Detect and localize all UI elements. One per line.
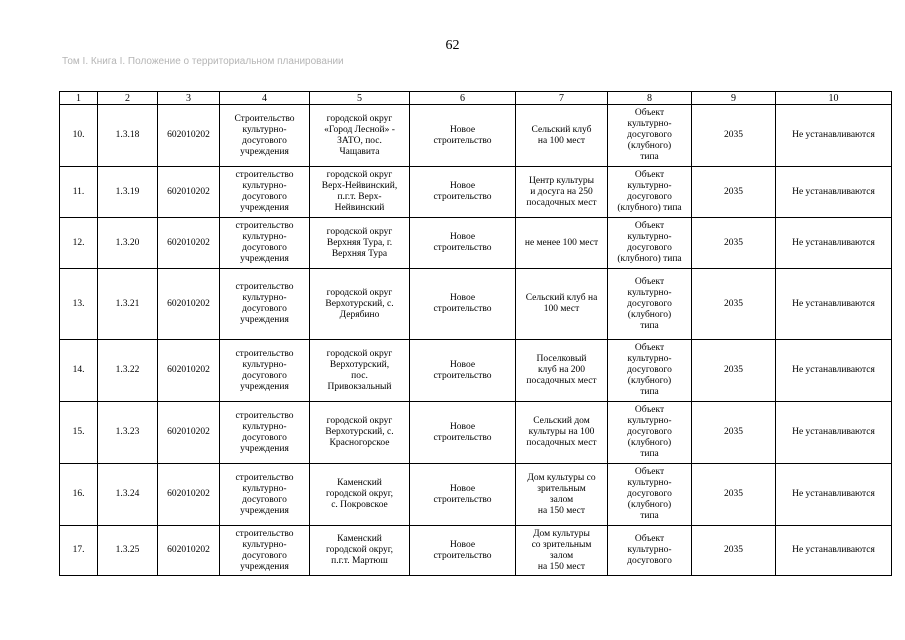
purpose-cell: строительство культурно- досугового учреждения: [220, 167, 310, 218]
table-row: [60, 402, 892, 464]
location-cell: городской округ «Город Лесной» - ЗАТО, пос. Чащавита: [310, 105, 410, 167]
object-type-cell: Объект культурно- досугового (клубного) типа: [608, 167, 692, 218]
year-cell: 2035: [692, 218, 776, 269]
classifier-cell: 602010202: [158, 526, 220, 576]
table-row: [60, 218, 892, 269]
year-cell: 2035: [692, 464, 776, 526]
year-cell: 2035: [692, 269, 776, 340]
table-row: [60, 340, 892, 402]
row-number-cell: 15.: [60, 402, 98, 464]
characteristics-cell: Поселковый клуб на 200 посадочных мест: [516, 340, 608, 402]
column-header: 5: [310, 92, 410, 105]
status-cell: Новое строительство: [410, 526, 516, 576]
location-cell: городской округ Верх-Нейвинский, п.г.т. Верх- Нейвинский: [310, 167, 410, 218]
year-cell: 2035: [692, 340, 776, 402]
characteristics-cell: не менее 100 мест: [516, 218, 608, 269]
classifier-cell: 602010202: [158, 105, 220, 167]
column-header: 7: [516, 92, 608, 105]
purpose-cell: Строительство культурно- досугового учреждения: [220, 105, 310, 167]
classifier-cell: 602010202: [158, 269, 220, 340]
running-header: Том I. Книга I. Положение о территориальном планировании: [62, 56, 344, 67]
table-row: [60, 105, 892, 167]
zones-cell: Не устанавливаются: [776, 167, 892, 218]
status-cell: Новое строительство: [410, 269, 516, 340]
row-number-cell: 17.: [60, 526, 98, 576]
location-cell: Каменский городской округ, с. Покровское: [310, 464, 410, 526]
code-cell: 1.3.21: [98, 269, 158, 340]
object-type-cell: Объект культурно- досугового (клубного) типа: [608, 340, 692, 402]
column-header: 2: [98, 92, 158, 105]
row-number-cell: 13.: [60, 269, 98, 340]
year-cell: 2035: [692, 402, 776, 464]
object-type-cell: Объект культурно- досугового (клубного) типа: [608, 464, 692, 526]
column-header: 1: [60, 92, 98, 105]
location-cell: Каменский городской округ, п.г.т. Мартюш: [310, 526, 410, 576]
code-cell: 1.3.25: [98, 526, 158, 576]
status-cell: Новое строительство: [410, 105, 516, 167]
table-row: [60, 269, 892, 340]
code-cell: 1.3.20: [98, 218, 158, 269]
row-number-cell: 16.: [60, 464, 98, 526]
table-row: [60, 464, 892, 526]
zones-cell: Не устанавливаются: [776, 340, 892, 402]
purpose-cell: строительство культурно- досугового учреждения: [220, 402, 310, 464]
table-row: [60, 526, 892, 576]
characteristics-cell: Дом культуры со зрительным залом на 150 мест: [516, 526, 608, 576]
row-number-cell: 12.: [60, 218, 98, 269]
object-type-cell: Объект культурно- досугового (клубного) типа: [608, 402, 692, 464]
classifier-cell: 602010202: [158, 167, 220, 218]
purpose-cell: строительство культурно- досугового учреждения: [220, 340, 310, 402]
code-cell: 1.3.22: [98, 340, 158, 402]
year-cell: 2035: [692, 105, 776, 167]
location-cell: городской округ Верхотурский, с. Дерябино: [310, 269, 410, 340]
characteristics-cell: Центр культуры и досуга на 250 посадочных мест: [516, 167, 608, 218]
zones-cell: Не устанавливаются: [776, 402, 892, 464]
location-cell: городской округ Верхотурский, пос. Привокзальный: [310, 340, 410, 402]
purpose-cell: строительство культурно- досугового учреждения: [220, 526, 310, 576]
purpose-cell: строительство культурно- досугового учреждения: [220, 464, 310, 526]
classifier-cell: 602010202: [158, 340, 220, 402]
characteristics-cell: Сельский клуб на 100 мест: [516, 105, 608, 167]
year-cell: 2035: [692, 526, 776, 576]
status-cell: Новое строительство: [410, 402, 516, 464]
object-type-cell: Объект культурно- досугового (клубного) типа: [608, 105, 692, 167]
characteristics-cell: Сельский клуб на 100 мест: [516, 269, 608, 340]
purpose-cell: строительство культурно- досугового учреждения: [220, 218, 310, 269]
characteristics-cell: Сельский дом культуры на 100 посадочных мест: [516, 402, 608, 464]
object-type-cell: Объект культурно- досугового: [608, 526, 692, 576]
status-cell: Новое строительство: [410, 340, 516, 402]
row-number-cell: 11.: [60, 167, 98, 218]
zones-cell: Не устанавливаются: [776, 464, 892, 526]
row-number-cell: 10.: [60, 105, 98, 167]
status-cell: Новое строительство: [410, 464, 516, 526]
column-header: 9: [692, 92, 776, 105]
code-cell: 1.3.18: [98, 105, 158, 167]
purpose-cell: строительство культурно- досугового учреждения: [220, 269, 310, 340]
zones-cell: Не устанавливаются: [776, 526, 892, 576]
column-header: 3: [158, 92, 220, 105]
characteristics-cell: Дом культуры со зрительным залом на 150 мест: [516, 464, 608, 526]
location-cell: городской округ Верхняя Тура, г. Верхняя Тура: [310, 218, 410, 269]
object-type-cell: Объект культурно- досугового (клубного) типа: [608, 218, 692, 269]
column-header: 4: [220, 92, 310, 105]
page-number: 62: [445, 38, 460, 53]
code-cell: 1.3.24: [98, 464, 158, 526]
classifier-cell: 602010202: [158, 402, 220, 464]
column-header: 6: [410, 92, 516, 105]
year-cell: 2035: [692, 167, 776, 218]
column-header: 10: [776, 92, 892, 105]
header-row: [60, 92, 892, 105]
classifier-cell: 602010202: [158, 464, 220, 526]
status-cell: Новое строительство: [410, 167, 516, 218]
table-row: [60, 167, 892, 218]
object-type-cell: Объект культурно- досугового (клубного) типа: [608, 269, 692, 340]
zones-cell: Не устанавливаются: [776, 218, 892, 269]
classifier-cell: 602010202: [158, 218, 220, 269]
objects-table: [59, 91, 892, 576]
location-cell: городской округ Верхотурский, с. Красногорское: [310, 402, 410, 464]
row-number-cell: 14.: [60, 340, 98, 402]
code-cell: 1.3.23: [98, 402, 158, 464]
code-cell: 1.3.19: [98, 167, 158, 218]
zones-cell: Не устанавливаются: [776, 105, 892, 167]
status-cell: Новое строительство: [410, 218, 516, 269]
column-header: 8: [608, 92, 692, 105]
zones-cell: Не устанавливаются: [776, 269, 892, 340]
